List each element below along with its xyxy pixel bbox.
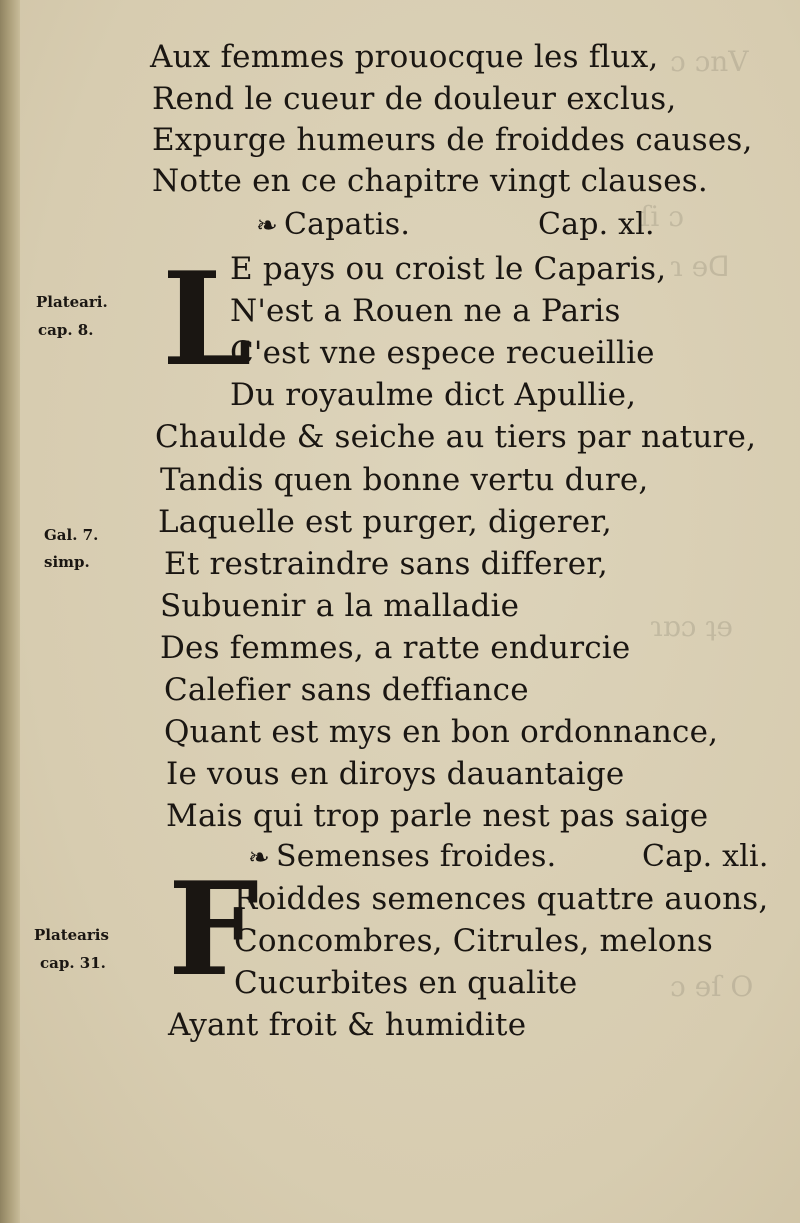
verse-line: Chaulde & seiche au tiers par nature, [155,419,757,455]
verse-line: Subuenir a la malladie [160,588,520,624]
verse-line: Notte en ce chapitre vingt clauses. [152,163,708,199]
leaf-fleuron-icon: ❧ [256,211,278,241]
drop-cap-f: F [168,855,259,1005]
bleed-through-text: ſi ɔ [640,200,684,233]
chapter-number: Cap. xl. [538,207,655,242]
margin-note-simp: simp. [44,553,90,571]
verse-line: Laquelle est purger, digerer, [158,504,612,540]
chapter-number: Cap. xli. [642,839,769,874]
verse-line: Mais qui trop parle nest pas saige [166,798,709,834]
verse-line: Cucurbites en qualite [234,965,578,1001]
margin-note-platearis: Platearis [34,926,109,944]
margin-note-cap-31: cap. 31. [40,954,106,972]
leaf-fleuron-icon: ❧ [248,843,270,873]
verse-line: N'est a Rouen ne a Paris [230,293,621,329]
chapter-heading [248,838,556,877]
verse-line: Rend le cueur de douleur exclus, [152,81,677,117]
bleed-through-text: ɿɒɔ ʇɘ [650,610,734,643]
verse-line: Concombres, Citrules, melons [234,923,713,959]
margin-note-gal-7: Gal. 7. [44,526,99,544]
verse-line: Ie vous en diroys dauantaige [166,756,625,792]
bleed-through-text: ɔ ɘſ O [670,970,754,1003]
verse-line: E pays ou croist le Caparis, [230,251,667,287]
verse-line: Et restraindre sans differer, [164,546,608,582]
chapter-title: Capatis. [284,207,411,242]
verse-line: Tandis quen bonne vertu dure, [160,462,649,498]
verse-line: Quant est mys en bon ordonnance, [164,714,719,750]
chapter-title: Semenses froides. [276,839,557,874]
verse-line: Expurge humeurs de froiddes causes, [152,122,753,158]
book-binding-edge [0,0,20,1223]
verse-line: Ayant froit & humidite [168,1007,527,1043]
verse-line: Calefier sans deffiance [164,672,529,708]
chapter-heading [256,206,410,245]
bleed-through-text: ɔ ɔnV [670,45,749,78]
verse-line: Roiddes semences quattre auons, [234,881,769,917]
verse-line: C'est vne espece recueillie [230,335,655,371]
book-page [20,0,800,1223]
verse-line: Du royaulme dict Apullie, [230,377,637,413]
verse-line: Des femmes, a ratte endurcie [160,630,631,666]
margin-note-plateari: Plateari. [36,293,108,311]
bleed-through-text: ɿ ɘᗡ [670,250,730,283]
verse-line: Aux femmes prouocque les flux, [150,39,659,75]
margin-note-cap-8: cap. 8. [38,321,94,339]
drop-cap-l: L [162,245,252,395]
